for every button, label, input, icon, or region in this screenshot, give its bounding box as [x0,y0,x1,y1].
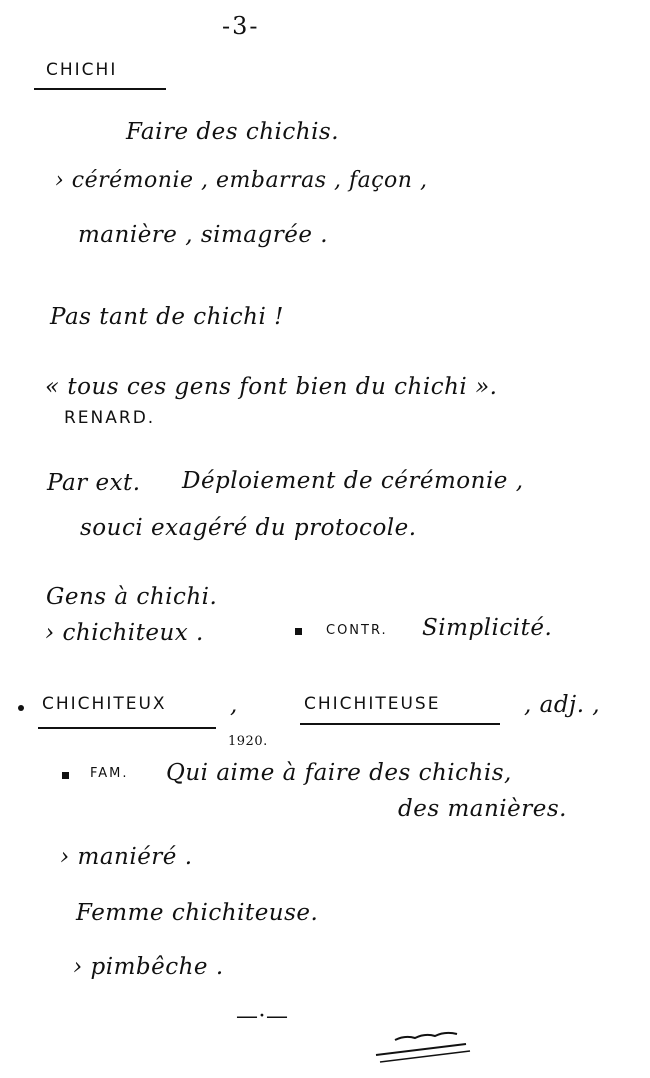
extension-line-2: souci exagéré du protocole. [80,515,417,541]
headword-underline [34,88,166,90]
synonym-chichiteux: › chichiteux . [45,620,204,646]
headword-chichiteuse-underline [300,723,500,725]
contr-label: CONTR. [326,623,388,638]
fam-label: FAM. [90,766,129,781]
phrase-faire-des-chichis: Faire des chichis. [126,119,340,145]
extension-line-1: Déploiement de cérémonie , [182,468,524,494]
phrase-gens-a-chichi: Gens à chichi. [46,584,218,610]
date-1920: 1920. [228,734,268,749]
quotation-author: RENARD. [64,408,156,428]
contr-value: Simplicité. [422,615,553,641]
page-number: -3- [222,12,260,40]
headword-chichi: CHICHI [46,60,118,80]
synonyms-line-2: manière , simagrée . [78,222,329,248]
phrase-femme-chichiteuse: Femme chichiteuse. [76,900,319,926]
synonym-maniere: › maniéré . [60,844,193,870]
headword-separator: , [230,692,238,718]
quotation: « tous ces gens font bien du chichi ». [45,374,498,400]
fam-bullet [62,772,69,779]
headword-chichiteux-underline [38,727,216,729]
entry-marker [18,705,24,711]
contr-bullet [295,628,302,635]
phrase-pas-tant-de-chichi: Pas tant de chichi ! [50,304,284,330]
headword-chichiteuse: CHICHITEUSE [304,694,441,714]
fam-definition-line-2: des manières. [398,796,567,822]
synonyms-line-1: › cérémonie , embarras , façon , [55,168,428,193]
end-mark: —·— [236,1004,289,1029]
extension-label: Par ext. [47,470,141,496]
part-of-speech: , adj. , [524,692,601,718]
fam-definition-line-1: Qui aime à faire des chichis, [166,760,512,786]
synonym-pimbeche: › pimbêche . [73,954,224,980]
headword-chichiteux: CHICHITEUX [42,694,167,714]
